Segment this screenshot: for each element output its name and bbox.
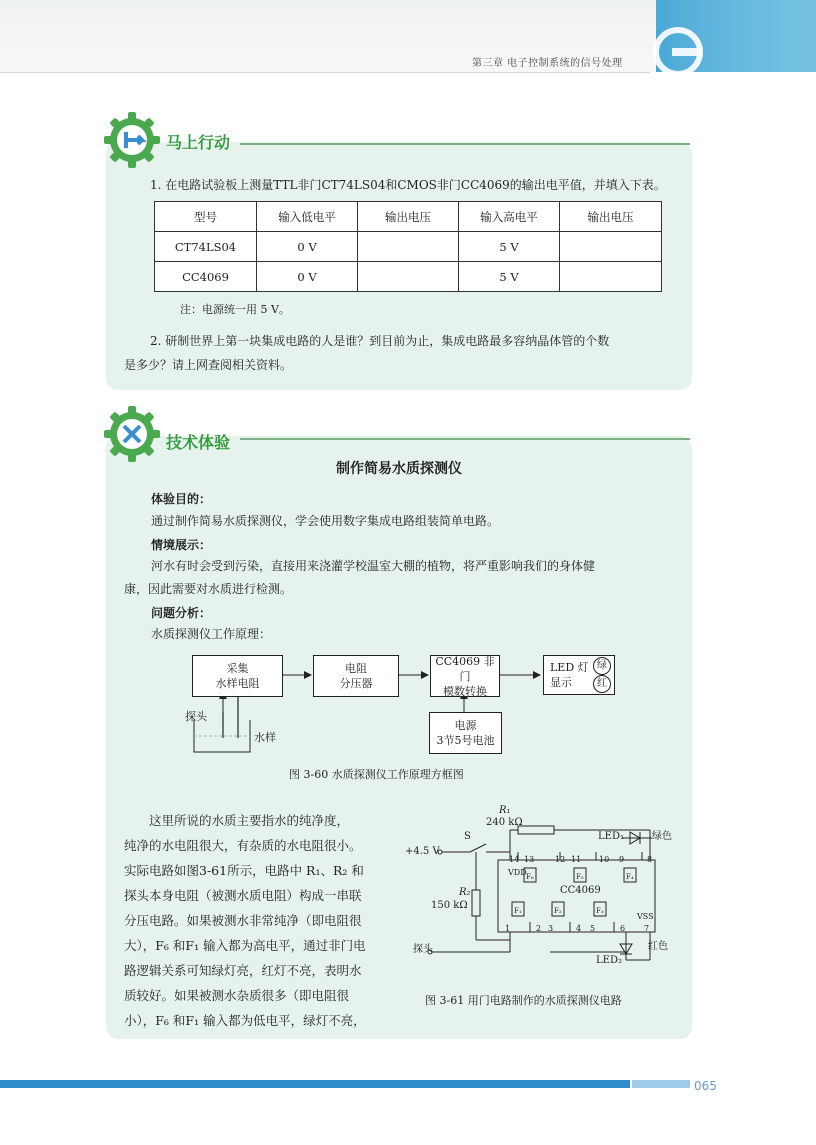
pin-number: 3	[548, 924, 554, 933]
table-cell: 0 V	[257, 232, 358, 262]
gate-label: F₁	[514, 907, 522, 915]
gate-label: F₂	[554, 907, 562, 915]
body-line: 分压电路。如果被测水非常纯净（即电阻很	[124, 913, 362, 928]
body-line: 实际电路如图3-61所示，电路中 R₁、R₂ 和	[124, 863, 364, 878]
table-header: 输入低电平	[257, 202, 358, 232]
measurement-table	[154, 201, 662, 292]
page-number: 065	[694, 1079, 717, 1093]
section-rule	[240, 438, 690, 440]
pin-number: 8	[647, 855, 653, 864]
gate-label: F₅	[576, 873, 584, 881]
box-text: 水样电阻	[215, 677, 260, 690]
red-led-icon: 红	[593, 675, 611, 693]
box-text: 显示	[550, 676, 572, 689]
box-text: CC4069 非门	[435, 654, 495, 683]
pin-number: 9	[619, 855, 625, 864]
box-text: 3节5号电池	[436, 734, 495, 747]
scenario-line1: 河水有时会受到污染，直接用来浇灌学校温室大棚的植物，将严重影响我们的身体健	[151, 559, 596, 573]
table-note: 注：电源统一用 5 V。	[180, 303, 290, 316]
circuit-probe-label: 探头	[413, 944, 433, 955]
pin-number: 4	[576, 924, 582, 933]
section-rule	[240, 143, 690, 145]
gear-wrench-badge-icon	[102, 404, 162, 464]
body-paragraph	[124, 808, 399, 1033]
green-led-icon: 绿	[593, 657, 611, 675]
pin-number: 7	[644, 924, 650, 933]
supply-voltage: +4.5 V	[405, 846, 440, 857]
divider-box	[313, 655, 399, 697]
sample-resistor-box	[192, 655, 283, 697]
pin-number: 2	[536, 924, 542, 933]
gear-badge-icon	[102, 110, 162, 170]
r1-label: R₁	[499, 805, 511, 816]
table-cell-empty	[358, 232, 459, 262]
box-text: LED 灯	[550, 661, 589, 674]
box-text: 电阻	[345, 662, 367, 675]
purpose-label: 体验目的：	[151, 492, 212, 506]
purpose-text: 通过制作简易水质探测仪，学会使用数字集成电路组装简单电路。	[151, 514, 500, 528]
pin-number: 5	[590, 924, 596, 933]
body-line: 路逻辑关系可知绿灯亮，红灯不亮，表明水	[124, 963, 362, 978]
circuit-diagram	[400, 800, 690, 975]
box-text: 模数转换	[443, 684, 487, 698]
table-cell: 5 V	[459, 262, 560, 292]
analysis-intro: 水质探测仪工作原理：	[151, 627, 272, 641]
table-header-row	[155, 202, 662, 232]
gate-label: F₃	[596, 907, 604, 915]
chip-label: CC4069	[560, 885, 601, 896]
table-header: 输入高电平	[459, 202, 560, 232]
r1-value: 240 kΩ	[486, 817, 523, 828]
box-text: 电源	[454, 719, 477, 732]
led1-label: LED₁	[598, 831, 624, 842]
question-2-line2: 是多少？请上网查阅相关资料。	[124, 358, 293, 372]
gate-label: F₆	[526, 873, 534, 881]
pin-number: 6	[620, 924, 626, 933]
gate-label: F₄	[626, 873, 634, 881]
table-cell: 0 V	[257, 262, 358, 292]
water-label: 水样	[254, 731, 276, 744]
table-cell-empty	[358, 262, 459, 292]
section-title-action: 马上行动	[166, 133, 231, 152]
box-text: 分压器	[339, 677, 373, 690]
body-line: 这里所说的水质主要指水的纯净度，	[149, 813, 350, 828]
figure-caption-3-61: 图 3-61 用门电路制作的水质探测仪电路	[425, 994, 622, 1007]
vss-label: VSS	[637, 912, 654, 921]
table-header: 输出电压	[358, 202, 459, 232]
pin-number: 10	[599, 855, 610, 864]
pin-number: 1	[505, 924, 511, 933]
r2-value: 150 kΩ	[431, 900, 468, 911]
probe-label: 探头	[185, 710, 207, 723]
table-cell: 5 V	[459, 232, 560, 262]
chapter-title: 第三章 电子控制系统的信号处理	[472, 58, 623, 69]
table-cell-empty	[560, 262, 662, 292]
switch-label: S	[464, 831, 471, 842]
body-line: 质较好。如果被测水杂质很多（即电阻很	[124, 988, 350, 1003]
scenario-line2: 康，因此需要对水质进行检测。	[124, 582, 293, 596]
body-line: 探头本身电阻（被测水质电阻）构成一串联	[124, 888, 362, 903]
header-rule	[0, 72, 650, 73]
power-box	[429, 712, 502, 754]
body-line: 大），F₆ 和F₁ 输入都为高电平，通过非门电	[124, 938, 366, 953]
box-text: 采集	[226, 662, 249, 675]
red-label: 红色	[648, 941, 668, 952]
chapter-logo	[650, 0, 816, 72]
table-row	[155, 232, 662, 262]
pin-number: 14	[509, 855, 520, 864]
r2-label: R₂	[459, 887, 471, 898]
question-1: 1. 在电路试验板上测量TTL非门CT74LS04和CMOS非门CC4069的输出电平值，并填入下表。	[150, 178, 666, 192]
table-cell: CT74LS04	[155, 232, 257, 262]
experiment-heading: 制作简易水质探测仪	[336, 461, 462, 477]
body-line: 纯净的水电阻很大，有杂质的水电阻很小。	[124, 838, 362, 853]
table-cell-empty	[560, 232, 662, 262]
pin-number: 12	[555, 855, 566, 864]
figure-caption-3-60: 图 3-60 水质探测仪工作原理方框图	[289, 768, 464, 781]
section-title-experience: 技术体验	[166, 433, 231, 452]
question-2-line1: 2. 研制世界上第一块集成电路的人是谁？到目前为止，集成电路最多容纳晶体管的个数	[150, 334, 610, 348]
nand-converter-box	[430, 655, 500, 697]
analysis-label: 问题分析：	[151, 606, 212, 620]
footer-bar	[0, 1080, 630, 1088]
table-header: 型号	[155, 202, 257, 232]
scenario-label: 情境展示：	[151, 538, 212, 552]
green-label: 绿色	[652, 831, 672, 842]
led2-label: LED₂	[596, 955, 622, 966]
vdd-label: VDD	[508, 868, 527, 877]
table-cell: CC4069	[155, 262, 257, 292]
footer-bar-accent	[632, 1080, 690, 1088]
pin-number: 13	[524, 855, 535, 864]
pin-number: 11	[571, 855, 582, 864]
body-line: 小），F₆ 和F₁ 输入都为低电平，绿灯不亮，	[124, 1013, 366, 1028]
table-row	[155, 262, 662, 292]
table-header: 输出电压	[560, 202, 662, 232]
